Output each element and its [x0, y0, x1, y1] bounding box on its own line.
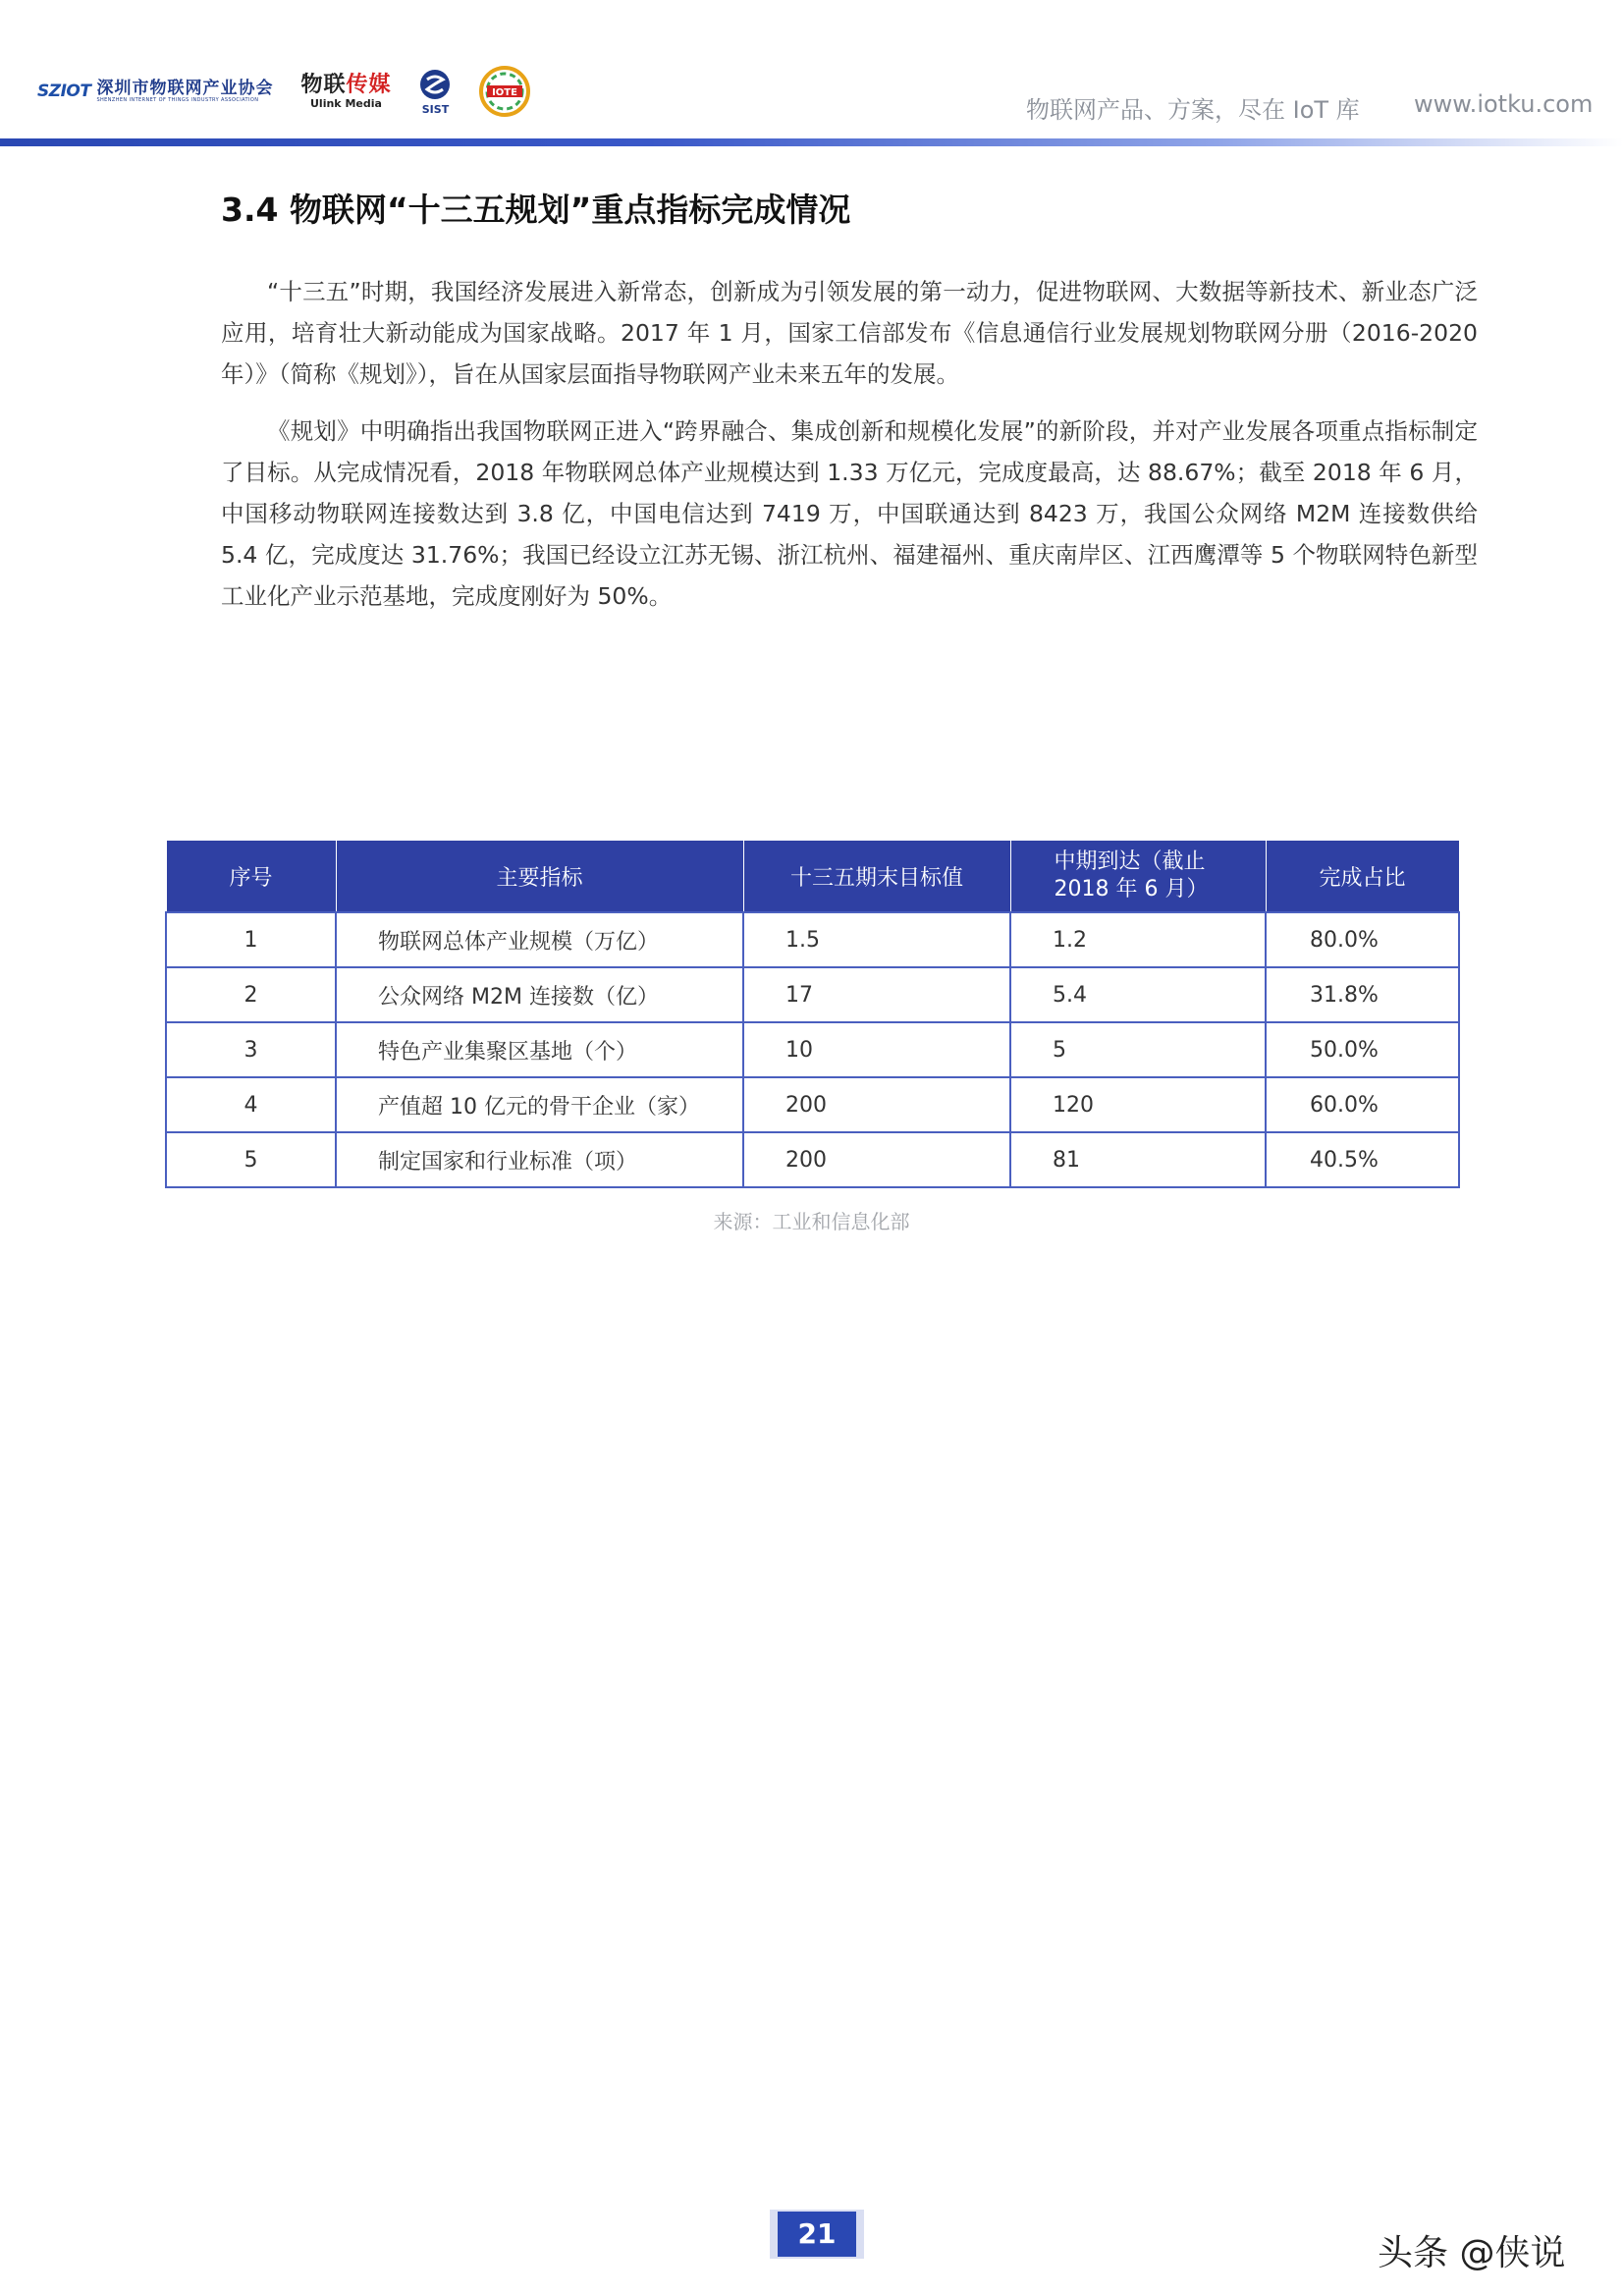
paragraph-1: “十三五”时期，我国经济发展进入新常态，创新成为引领发展的第一动力，促进物联网、大数据等新技术、新业态广泛应用，培育壮大新动能成为国家战略。2017 年 1 月，国家工信部发布《信息通信行业发展规划物联网分册（2016-2020 年）》（简称《规划》），旨在从国家层面指导物联网产业未来五年的发展。: [221, 278, 1478, 388]
partner-logos: [37, 57, 530, 126]
cell-completion: 50.0%: [1266, 1022, 1459, 1077]
cell-midterm: 81: [1010, 1132, 1266, 1187]
cell-indicator: 制定国家和行业标准（项）: [336, 1132, 743, 1187]
table-header-row: [166, 841, 1459, 913]
cell-midterm: 120: [1010, 1077, 1266, 1132]
cell-target: 17: [743, 967, 1010, 1022]
sziot-english-name: SHENZHEN INTERNET OF THINGS INDUSTRY ASSOCIATION: [96, 96, 259, 103]
table-row: [166, 1077, 1459, 1132]
cell-indicator: 产值超 10 亿元的骨干企业（家）: [336, 1077, 743, 1132]
cell-index: 2: [166, 967, 336, 1022]
watermark-text: 头条 @侠说: [1378, 2233, 1566, 2273]
sist-emblem-icon: [418, 68, 452, 101]
table-source-note: 来源：工业和信息化部: [713, 1210, 910, 1233]
cell-completion: 60.0%: [1266, 1077, 1459, 1132]
table-row: [166, 1022, 1459, 1077]
header-index: 序号: [166, 841, 336, 913]
table-row: [166, 1132, 1459, 1187]
ulink-media-logo: [300, 72, 392, 110]
sist-label: SIST: [421, 102, 450, 116]
cell-completion: 31.8%: [1266, 967, 1459, 1022]
ulink-name-b: 传媒: [346, 72, 392, 97]
header-indicator: 主要指标: [336, 841, 743, 913]
cell-target: 200: [743, 1077, 1010, 1132]
sist-logo: [418, 68, 452, 116]
ulink-name-a: 物联: [300, 72, 347, 97]
header-midterm: 中期到达（截止 2018 年 6 月）: [1010, 841, 1266, 913]
table-row: [166, 967, 1459, 1022]
cell-midterm: 1.2: [1010, 912, 1266, 967]
header-completion: 完成占比: [1266, 841, 1459, 913]
cell-index: 1: [166, 912, 336, 967]
table-row: [166, 912, 1459, 967]
cell-target: 1.5: [743, 912, 1010, 967]
iote-logo: [479, 66, 530, 117]
cell-index: 3: [166, 1022, 336, 1077]
section-title: 3.4 物联网“十三五规划”重点指标完成情况: [221, 191, 851, 229]
cell-completion: 40.5%: [1266, 1132, 1459, 1187]
cell-midterm: 5.4: [1010, 967, 1266, 1022]
paragraph-2: 《规划》中明确指出我国物联网正进入“跨界融合、集成创新和规模化发展”的新阶段，并对产业发展各项重点指标制定了目标。从完成情况看，2018 年物联网总体产业规模达到 1.33 万亿元，完成度最高，达 88.67%；截至 2018 年 6 月，中国移动物联网连接数达到 3.8 亿，中国电信达到 7419 万，中国联通达到 8423 万，我国公众网络 M2M 连接数供给 5.4 亿，完成度达 31.76%；我国已经设立江苏无锡、浙江杭州、福建福州、重庆南岸区、江西鹰潭等 5 个物联网特色新型工业化产业示范基地，完成度刚好为 50%。: [221, 417, 1478, 610]
cell-completion: 80.0%: [1266, 912, 1459, 967]
cell-indicator: 特色产业集聚区基地（个）: [336, 1022, 743, 1077]
sziot-logo: [37, 80, 273, 103]
header-target: 十三五期末目标值: [743, 841, 1010, 913]
cell-indicator: 物联网总体产业规模（万亿）: [336, 912, 743, 967]
page-number: 21: [778, 2212, 856, 2257]
cell-target: 200: [743, 1132, 1010, 1187]
cell-index: 4: [166, 1077, 336, 1132]
indicator-table: [165, 840, 1460, 1188]
header-website-link[interactable]: www.iotku.com: [1414, 90, 1594, 118]
cell-indicator: 公众网络 M2M 连接数（亿）: [336, 967, 743, 1022]
sziot-name: 深圳市物联网产业协会: [96, 78, 274, 98]
page-number-badge: [770, 2210, 864, 2259]
header-divider: [0, 138, 1623, 146]
header-slogan: 物联网产品、方案，尽在 IoT 库: [1026, 96, 1360, 124]
ulink-english-name: Ulink Media: [310, 96, 382, 110]
page-header: [0, 0, 1623, 147]
sziot-mark: SZIOT: [37, 82, 91, 101]
cell-index: 5: [166, 1132, 336, 1187]
cell-target: 10: [743, 1022, 1010, 1077]
cell-midterm: 5: [1010, 1022, 1266, 1077]
iote-label: IOTE: [492, 87, 518, 98]
